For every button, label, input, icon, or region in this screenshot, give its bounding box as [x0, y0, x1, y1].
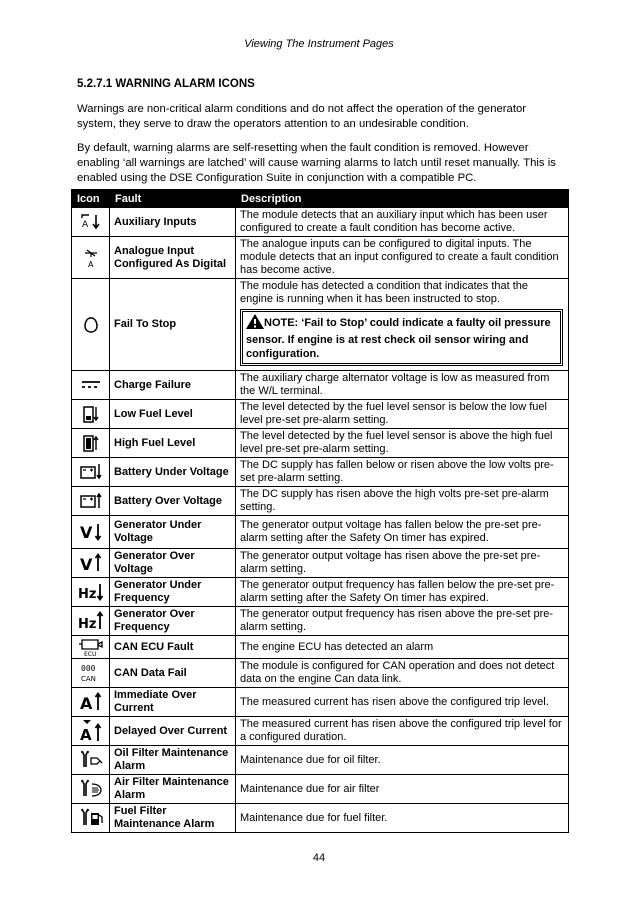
- fail-to-stop-note: [240, 309, 563, 366]
- fault-name: CAN ECU Fault: [110, 636, 236, 659]
- table-row: [72, 371, 569, 400]
- fault-name: Delayed Over Current: [110, 717, 236, 746]
- page-number: 44: [312, 852, 326, 864]
- fault-description: The level detected by the fuel level sensor is below the low fuel level pre-set pre-alarm setting.: [236, 400, 569, 429]
- analogue-input-icon: [76, 246, 105, 270]
- table-row: [72, 607, 569, 636]
- generator-under-voltage-icon: [76, 521, 105, 543]
- table-row: [72, 549, 569, 578]
- fault-name: Auxiliary Inputs: [110, 208, 236, 237]
- generator-over-frequency-icon: [76, 610, 105, 632]
- section-title: 5.2.7.1 WARNING ALARM ICONS: [77, 78, 255, 90]
- table-row: [72, 400, 569, 429]
- fault-description: The module detects that an auxiliary input which has been user configured to create a fault condition has become active.: [236, 208, 569, 237]
- ecu-label: ECU: [83, 651, 96, 657]
- warning-triangle-icon: [246, 314, 264, 333]
- immediate-over-current-icon: [76, 691, 105, 713]
- analogue-icon-letter: A: [87, 259, 93, 269]
- table-row: [72, 458, 569, 487]
- table-header-row: [72, 190, 569, 208]
- low-fuel-level-icon: [76, 404, 105, 424]
- table-row: [72, 636, 569, 659]
- table-row: [72, 279, 569, 371]
- fault-description: The generator output frequency has risen above the pre-set pre-alarm setting.: [236, 607, 569, 636]
- fault-description: The DC supply has fallen below or risen above the low volts pre-set pre-alarm setting.: [236, 458, 569, 487]
- hz-label: Hz: [77, 617, 96, 632]
- fault-name: Immediate Over Current: [110, 688, 236, 717]
- fuel-filter-maintenance-icon: [76, 807, 105, 829]
- table-row: [72, 578, 569, 607]
- fault-name: Low Fuel Level: [110, 400, 236, 429]
- fault-description: The engine ECU has detected an alarm: [236, 636, 569, 659]
- voltage-letter: V: [79, 523, 92, 542]
- fault-description: The generator output voltage has fallen below the pre-set pre-alarm setting after the Safety On timer has expired.: [236, 516, 569, 549]
- table-row: [72, 487, 569, 516]
- fault-name: CAN Data Fail: [110, 659, 236, 688]
- fault-name: Generator Over Frequency: [110, 607, 236, 636]
- current-letter: A: [79, 694, 92, 713]
- table-row: [72, 429, 569, 458]
- table-row: [72, 516, 569, 549]
- column-header-description: Description: [236, 190, 569, 208]
- fault-description: The generator output frequency has fallen below the pre-set pre-alarm setting after the Safety On timer has expired.: [236, 578, 569, 607]
- generator-under-frequency-icon: [76, 581, 105, 603]
- note-text: NOTE: ‘Fail to Stop’ could indicate a faulty oil pressure sensor. If engine is at rest check oil sensor wiring and configuration.: [246, 317, 551, 360]
- column-header-icon: Icon: [72, 190, 110, 208]
- fault-name: Air Filter Maintenance Alarm: [110, 775, 236, 804]
- battery-over-voltage-icon: [76, 491, 105, 511]
- fault-name: Generator Under Frequency: [110, 578, 236, 607]
- fail-to-stop-icon: [76, 315, 105, 335]
- fault-name: Generator Under Voltage: [110, 516, 236, 549]
- auxiliary-icon-letter: A: [81, 220, 88, 230]
- high-fuel-level-icon: [76, 433, 105, 453]
- fault-description: Maintenance due for fuel filter.: [236, 804, 569, 833]
- air-filter-maintenance-icon: [76, 778, 105, 800]
- intro-paragraph: Warnings are non-critical alarm conditions and do not affect the operation of the generator system, they serve to draw the operators attention to an undesirable condition.: [77, 103, 527, 130]
- voltage-letter: V: [79, 555, 92, 574]
- warning-alarm-table: [71, 189, 569, 833]
- table-row: [72, 659, 569, 688]
- can-ecu-fault-icon: [76, 637, 105, 657]
- fault-name: Battery Over Voltage: [110, 487, 236, 516]
- fault-name: Analogue Input Configured As Digital: [110, 237, 236, 279]
- table-row: [72, 208, 569, 237]
- fault-name: High Fuel Level: [110, 429, 236, 458]
- generator-over-voltage-icon: [76, 552, 105, 574]
- fault-name: Fuel Filter Maintenance Alarm: [110, 804, 236, 833]
- fault-description: The module is configured for CAN operation and does not detect data on the engine Can data link.: [236, 659, 569, 688]
- can-data-fail-icon: [76, 662, 105, 684]
- fault-description: The measured current has risen above the configured trip level for a configured duration.: [236, 717, 569, 746]
- battery-under-voltage-icon: [76, 462, 105, 482]
- oil-filter-maintenance-icon: [76, 749, 105, 771]
- delayed-over-current-icon: [76, 719, 105, 743]
- table-row: [72, 717, 569, 746]
- fault-description: The DC supply has risen above the high volts pre-set pre-alarm setting.: [236, 487, 569, 516]
- fault-description: The analogue inputs can be configured to digital inputs. The module detects that an input configured to create a fault condition has become active.: [236, 237, 569, 279]
- hz-label: Hz: [77, 587, 96, 602]
- auxiliary-input-icon: [76, 212, 105, 232]
- fault-name: Charge Failure: [110, 371, 236, 400]
- fault-name: Fail To Stop: [110, 279, 236, 371]
- current-letter: A: [79, 726, 92, 743]
- table-row: [72, 688, 569, 717]
- can-data-digits: 000: [80, 664, 95, 673]
- fault-description: The module has detected a condition that indicates that the engine is running when it has been instructed to stop.: [240, 280, 529, 305]
- fault-description: The level detected by the fuel level sensor is above the high fuel level pre-set pre-alarm setting.: [236, 429, 569, 458]
- fault-name: Battery Under Voltage: [110, 458, 236, 487]
- table-row: [72, 746, 569, 775]
- fault-description: Maintenance due for air filter: [236, 775, 569, 804]
- column-header-fault: Fault: [110, 190, 236, 208]
- page-header: Viewing The Instrument Pages: [244, 38, 394, 50]
- charge-failure-icon: [76, 379, 105, 391]
- fault-description: The generator output voltage has risen above the pre-set pre-alarm setting.: [236, 549, 569, 578]
- table-row: [72, 775, 569, 804]
- fault-description: The auxiliary charge alternator voltage is low as measured from the W/L terminal.: [236, 371, 569, 400]
- table-row: [72, 237, 569, 279]
- fault-name: Oil Filter Maintenance Alarm: [110, 746, 236, 775]
- fault-description: The measured current has risen above the configured trip level.: [236, 688, 569, 717]
- fault-description: Maintenance due for oil filter.: [236, 746, 569, 775]
- fault-name: Generator Over Voltage: [110, 549, 236, 578]
- can-label: CAN: [80, 675, 96, 683]
- latching-paragraph: By default, warning alarms are self-resetting when the fault condition is removed. However enabling ‘all warnings are latched’ will cause warning alarms to latch until reset manually. This is enabled using the DSE Configuration Suite in conjunction with a compatible PC.: [77, 142, 556, 184]
- table-row: [72, 804, 569, 833]
